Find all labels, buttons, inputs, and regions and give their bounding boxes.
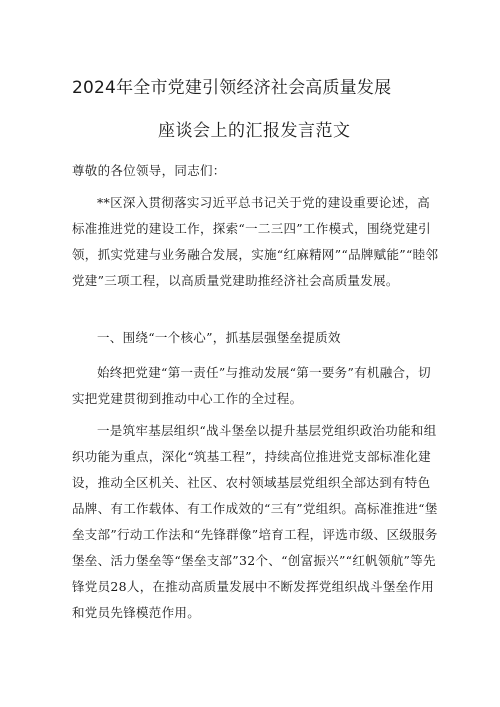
salutation: 尊敬的各位领导，同志们： — [72, 163, 226, 178]
paragraph-intro: **区深入贯彻落实习近平总书记关于党的建设重要论述，高标准推进党的建设工作，探索“一二三四”工作模式，围绕党建引领，抓实党建与业务融合发展，实施“红麻精网”“品牌赋能”“睦邻党建”三项工程，以高质量党建助推经济社会高质量发展。 — [72, 195, 439, 288]
paragraph-core-principle: 始终把党建“第一责任”与推动发展“第一要务”有机融合，切实把党建贯彻到推动中心工作的全过程。 — [72, 365, 431, 406]
document-title-line-2: 座谈会上的汇报发言范文 — [158, 121, 351, 141]
document-title-line-1: 2024年全市党建引领经济社会高质量发展 — [72, 78, 392, 98]
paragraph-grassroots: 一是筑牢基层组织“战斗堡垒以提升基层党组织政治功能和组织功能为重点，深化“筑基工程”，持续高位推进党支部标准化建设，推动全区机关、社区、农村领域基层党组织全部达到有特色品牌、有工作载体、有工作成效的“三有”党组织。高标准推进“堡垒支部”行动工作法和“先锋群像”培育工程，评选市级、区级服务堡垒、活力堡垒等“堡垒支部”32个、“创富振兴”“红帆领航”等先锋党员28人，在推动高质量发展中不断发挥党组织战斗堡垒作用和党员先锋模范作用。 — [72, 423, 438, 620]
section-heading-1: 一、围绕“一个核心”，抓基层强堡垒提质效 — [97, 330, 341, 345]
